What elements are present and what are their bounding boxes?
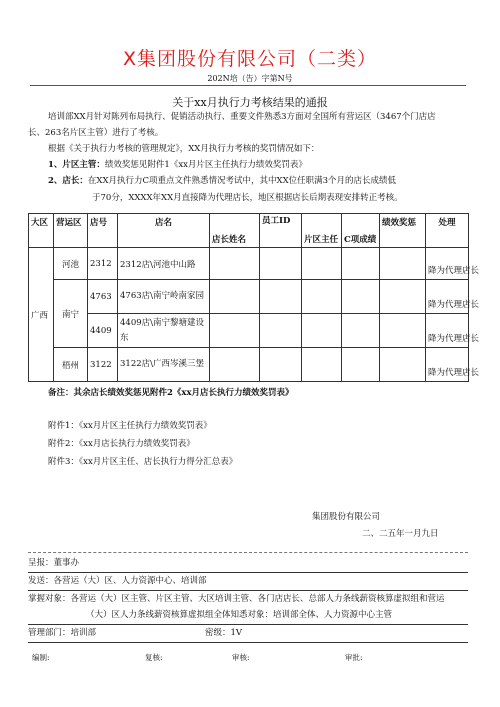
area-cell: 梧州 <box>54 348 88 382</box>
store-name-cell: 4763店\南宁岭南家园 <box>118 280 210 314</box>
store-no-cell: 3122 <box>88 348 118 382</box>
header-manager: 店长姓名 <box>210 214 260 248</box>
item-2 <box>48 173 478 189</box>
action-cell: 降为代理店长 <box>426 248 469 280</box>
store-name-cell: 2312店\河池中山路 <box>118 248 210 280</box>
review-label: 复核: <box>145 653 163 662</box>
manager-cell <box>210 314 260 348</box>
emp-id-cell <box>260 280 302 314</box>
signature-company: 集团股份有限公司 <box>312 512 381 522</box>
paragraph-1-line-1: 培训部XX月针对陈列布局执行、促销活动执行、重要文件熟悉3方面对全国所有营运区（3467个门店店 <box>48 112 436 122</box>
store-no-cell: 4763 <box>88 280 118 314</box>
item-1-label: 1、片区主管： <box>48 160 105 170</box>
action-cell: 降为代理店长 <box>426 314 469 348</box>
region-cell: 广西 <box>29 248 54 382</box>
footer-line <box>28 624 468 625</box>
attachment-2: 附件2：《xx月店长执行力绩效奖罚表》 <box>48 439 195 449</box>
cc-line-1: 掌握对象：各营运（大）区主管、片区主管、大区培训主管、各门店店长、总部人力条线薪资核算虚拟组和营运 <box>28 594 445 604</box>
document-number: 202N培（告）字第N号 <box>207 74 293 83</box>
cc-line-2: （大）区人力条线薪资核算虚拟组全体知悉对象：培训部全体、人力资源中心主管 <box>86 610 393 620</box>
reward-cell <box>380 348 426 382</box>
c-score-cell <box>342 348 380 382</box>
managing-dept: 管理部门：培训部 <box>28 628 97 638</box>
header-reward: 绩效奖惩 <box>380 214 426 248</box>
document-title: X集团股份有限公司（二类） <box>122 48 378 70</box>
item-2-line-2: 于70分，XXXX年XX月直接降为代理店长，地区根据店长后期表现安排转正考核。 <box>92 193 403 203</box>
area-cell: 河池 <box>54 248 88 280</box>
table-row <box>29 348 469 382</box>
supervisor-cell <box>302 314 342 348</box>
paragraph-1-line-2: 长、263名片区主管）进行了考核。 <box>28 128 164 138</box>
footer-line <box>28 572 468 573</box>
header-emp-id: 员工ID <box>260 214 302 248</box>
header-area: 营运区 <box>54 214 88 248</box>
reward-cell <box>380 314 426 348</box>
action-cell: 降为代理店长 <box>426 348 469 382</box>
header-store-no: 店号 <box>88 214 118 248</box>
c-score-cell <box>342 280 380 314</box>
header-supervisor: 片区主任 <box>302 214 342 248</box>
paragraph-2: 根据《关于执行力考核的管理规定》，XX月执行力考核的奖罚情况如下： <box>48 144 320 154</box>
c-score-cell <box>342 314 380 348</box>
table-row <box>29 314 469 348</box>
emp-id-cell <box>260 348 302 382</box>
emp-id-cell <box>260 248 302 280</box>
header-region: 大区 <box>29 214 54 248</box>
approve-label: 审批: <box>345 653 363 662</box>
area-cell: 南宁 <box>54 280 88 348</box>
signature-date: 二、二五年一月九日 <box>362 529 439 539</box>
table-row <box>29 248 469 280</box>
results-table <box>28 213 480 382</box>
reward-cell <box>380 248 426 280</box>
secrecy-level: 密级：1V <box>205 628 243 638</box>
c-score-cell <box>342 248 380 280</box>
footer-line <box>28 642 468 643</box>
edit-label: 编制: <box>32 653 50 662</box>
audit-label: 审核: <box>232 653 250 662</box>
table-header-row <box>29 214 469 248</box>
store-no-cell: 2312 <box>88 248 118 280</box>
send-to: 发送：各营运（大）区、人力资源中心、培训部 <box>28 576 207 586</box>
emp-id-cell <box>260 314 302 348</box>
table-row <box>29 280 469 314</box>
header-store-name: 店名 <box>118 214 210 248</box>
supervisor-cell <box>302 280 342 314</box>
report-to: 呈报：董事办 <box>28 558 80 568</box>
store-no-cell: 4409 <box>88 314 118 348</box>
footer-line <box>28 590 468 591</box>
manager-cell <box>210 348 260 382</box>
attachment-3: 附件3：《xx月片区主任、店长执行力得分汇总表》 <box>48 457 238 467</box>
red-divider <box>30 85 466 86</box>
footer-divider <box>28 552 468 553</box>
manager-cell <box>210 248 260 280</box>
store-name-cell: 4409店\南宁黎塘建设东 <box>118 314 210 348</box>
item-1-text: 绩效奖惩见附件1《xx月片区主任执行力绩效奖罚表》 <box>104 160 307 170</box>
header-action: 处理 <box>426 214 469 248</box>
table-remark: 备注：其余店长绩效奖惩见附件2《xx月店长执行力绩效奖罚表》 <box>48 388 294 398</box>
store-name-cell: 3122店\广西岑溪三堡 <box>118 348 210 382</box>
reward-cell <box>380 280 426 314</box>
document-subject: 关于xx月执行力考核结果的通报 <box>172 96 328 109</box>
action-cell: 降为代理店长 <box>426 280 469 314</box>
item-2-text: 在XX月执行力C项重点文件熟悉情况考试中，其中XX位任职满3个月的店长成绩低 <box>87 176 397 186</box>
header-c-score: C项成绩 <box>342 214 380 248</box>
supervisor-cell <box>302 248 342 280</box>
item-2-label: 2、店长： <box>48 176 88 186</box>
item-1 <box>48 157 478 173</box>
attachment-1: 附件1：《xx月片区主任执行力绩效奖罚表》 <box>48 421 212 431</box>
supervisor-cell <box>302 348 342 382</box>
manager-cell <box>210 280 260 314</box>
